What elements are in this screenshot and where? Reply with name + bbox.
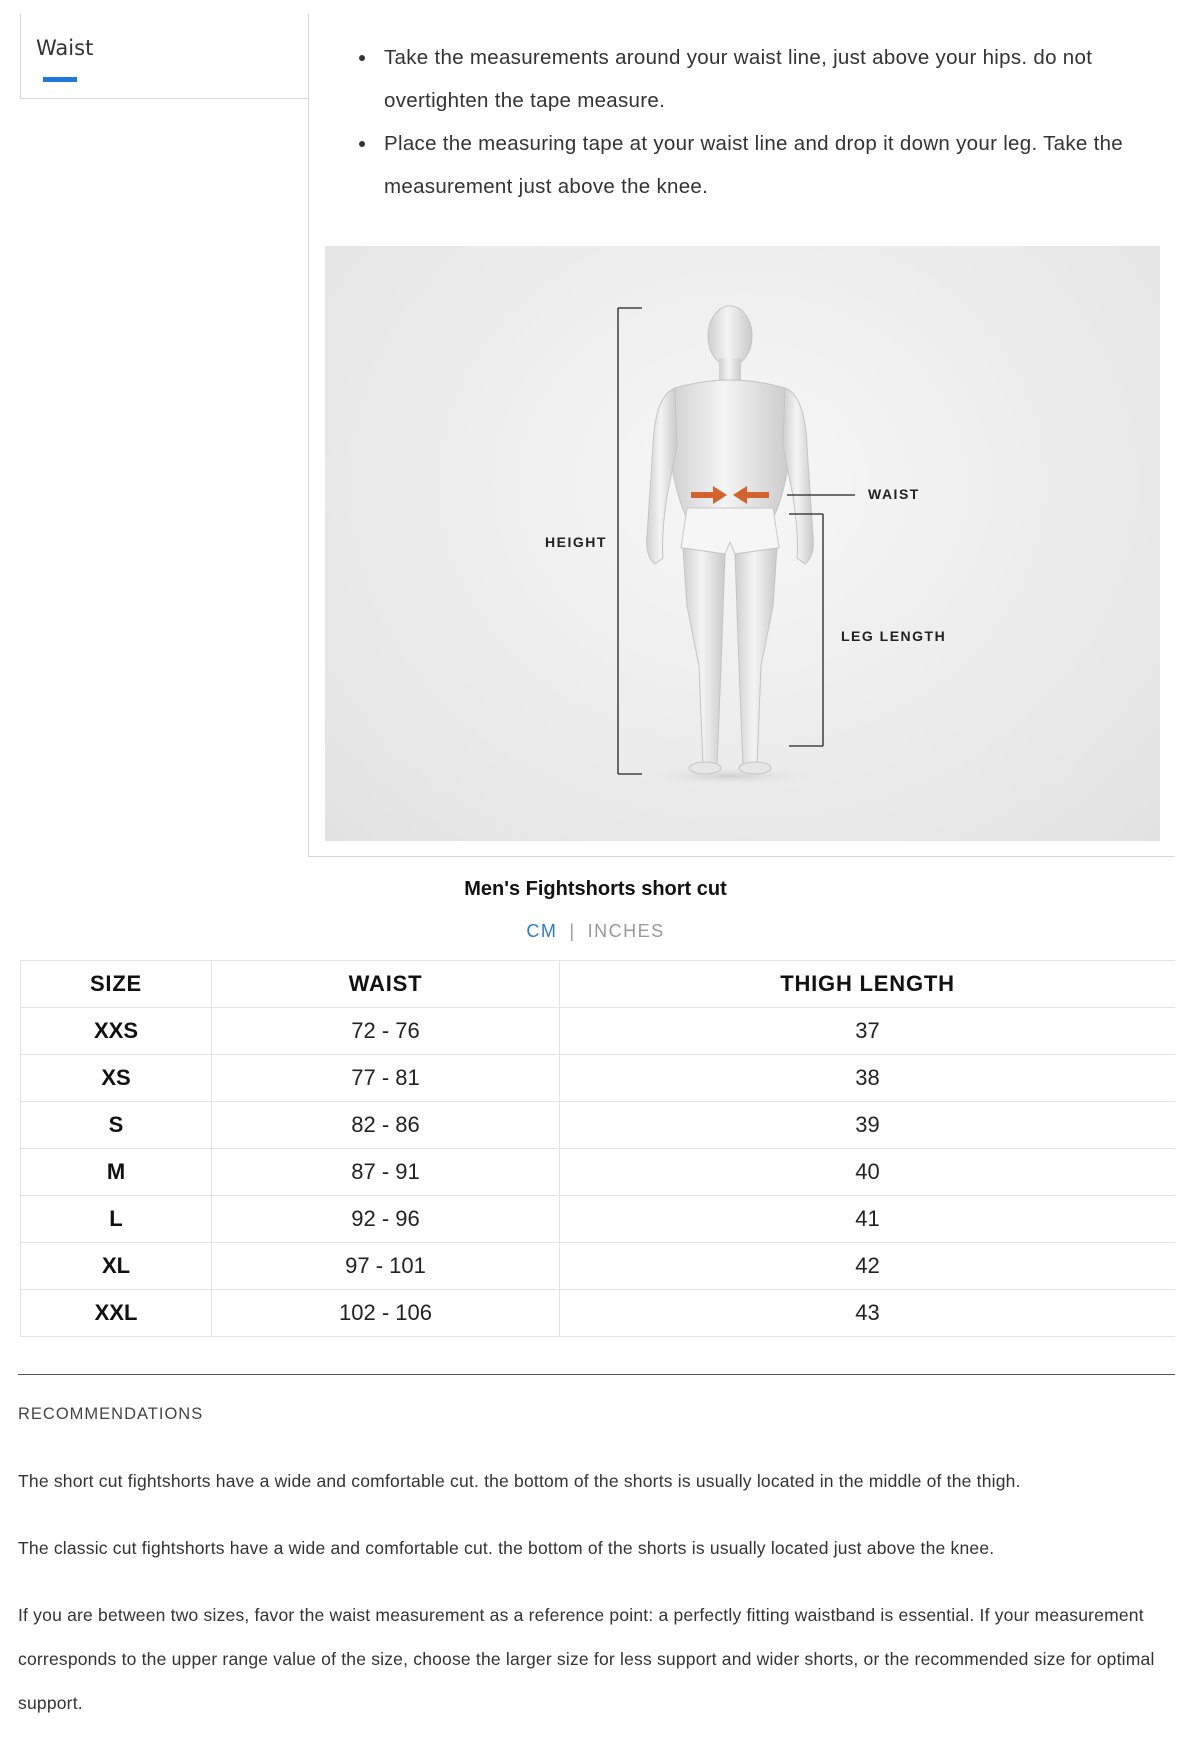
waist-cell: 87 - 91 [212,1149,560,1196]
tab-waist[interactable]: Waist [36,36,94,60]
table-row [21,1243,1176,1290]
waist-cell: 97 - 101 [212,1243,560,1290]
waist-cell: 102 - 106 [212,1290,560,1337]
column-header-thigh-length: THIGH LENGTH [560,961,1176,1008]
measurement-illustration [325,246,1160,841]
size-cell: XXL [21,1290,212,1337]
measurement-guide [308,14,1175,857]
table-row [21,1290,1176,1337]
recommendation-paragraph: If you are between two sizes, favor the waist measurement as a reference point: a perfectly fitting waistband is essential. If your measurement corresponds to the upper range value of the size, choose the larger size for less support and wider shorts, or the recommended size for optimal support. [18,1605,1155,1713]
table-row [21,1149,1176,1196]
size-cell: L [21,1196,212,1243]
recommendation-paragraph: The classic cut fightshorts have a wide and comfortable cut. the bottom of the shorts is usually located just above the knee. [18,1538,995,1558]
column-header-size: SIZE [21,961,212,1008]
size-cell: S [21,1102,212,1149]
table-row [21,1008,1176,1055]
waist-label: WAIST [868,486,920,502]
tab-active-indicator [43,77,77,82]
unit-cm-option[interactable]: CM [526,921,558,941]
unit-separator: | [569,921,576,941]
thigh-length-cell: 42 [560,1243,1176,1290]
thigh-length-cell: 38 [560,1055,1176,1102]
height-label: HEIGHT [545,534,607,550]
instruction-item: • Take the measurements around your waist line, just above your hips. do not overtighten the tape measure. [378,36,1164,122]
recommendations-heading: RECOMMENDATIONS [18,1405,204,1423]
table-row [21,1055,1176,1102]
thigh-length-cell: 43 [560,1290,1176,1337]
section-divider [18,1374,1175,1375]
instruction-item: • Place the measuring tape at your waist line and drop it down your leg. Take the measurement just above the knee. [378,122,1164,208]
mannequin-figure [325,246,1160,841]
column-header-waist: WAIST [212,961,560,1008]
unit-inches-option[interactable]: INCHES [587,921,665,941]
table-row [21,1196,1176,1243]
size-cell: XS [21,1055,212,1102]
measurement-tabs [20,14,309,99]
size-cell: M [21,1149,212,1196]
waist-cell: 77 - 81 [212,1055,560,1102]
thigh-length-cell: 41 [560,1196,1176,1243]
waist-cell: 92 - 96 [212,1196,560,1243]
size-table [20,960,1175,1337]
leg-length-label: LEG LENGTH [841,628,947,644]
instruction-list [356,36,1164,208]
table-header-row [21,961,1176,1008]
waist-cell: 72 - 76 [212,1008,560,1055]
thigh-length-cell: 37 [560,1008,1176,1055]
thigh-length-cell: 39 [560,1102,1176,1149]
unit-toggle [0,921,1191,942]
size-cell: XXS [21,1008,212,1055]
size-cell: XL [21,1243,212,1290]
waist-cell: 82 - 86 [212,1102,560,1149]
size-chart-title: Men's Fightshorts short cut [464,878,727,900]
thigh-length-cell: 40 [560,1149,1176,1196]
recommendation-paragraph: The short cut fightshorts have a wide and comfortable cut. the bottom of the shorts is usually located in the middle of the thigh. [18,1471,1021,1491]
table-row [21,1102,1176,1149]
